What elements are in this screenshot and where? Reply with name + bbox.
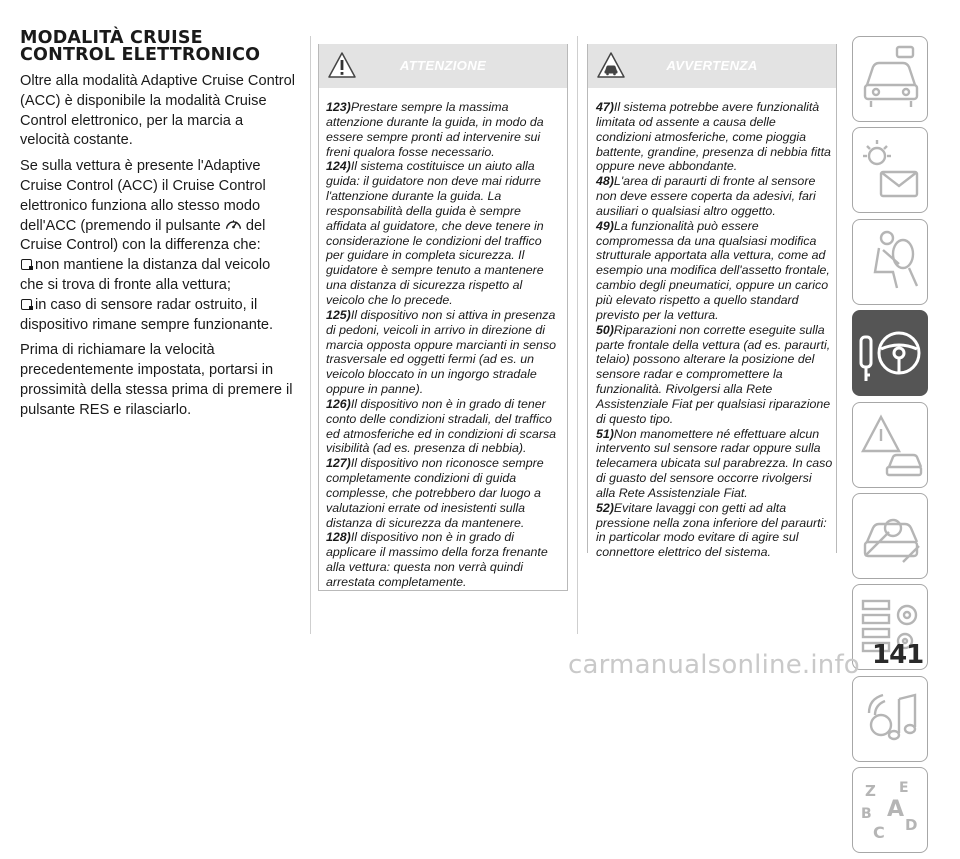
column-divider xyxy=(310,36,311,634)
note-text: Il dispositivo non si attiva in presenza di pedoni, veicoli in arrivo in direzione di marcia opposta oppure marcianti in senso trasversale ed oggetti fermi (ad es. un veicolo bloccato in un ingorgo stradale oppure in panne). xyxy=(326,308,556,396)
attenzione-box xyxy=(318,44,568,591)
note-number: 47) xyxy=(596,100,614,114)
index-letter: Z xyxy=(865,782,876,800)
index-letter: A xyxy=(887,797,904,822)
avvertenza-header xyxy=(588,44,836,88)
section-title-line1: MODALITÀ CRUISE xyxy=(20,30,296,47)
note-item xyxy=(326,308,562,397)
note-text: Prestare sempre la massima attenzione durante la guida, in modo da essere sempre pronti ad intervenire sui freni qualora fosse necessario. xyxy=(326,100,544,159)
watermark: carmanualsonline.info xyxy=(568,650,860,680)
note-text: Il dispositivo non è in grado di applicare il massimo della forza frenante alla vettura: questa non verrà quindi arrestata completamente. xyxy=(326,530,548,589)
note-text: La funzionalità può essere compromessa da una qualsiasi modifica strutturale apportata alla vettura, come ad esempio una modifica dell'assetto frontale, cambio degli pneumatici, oppure un carico più elevato rispetto a quello standard previsto per la vettura. xyxy=(596,219,830,322)
note-text: Evitare lavaggi con getti ad alta pressione nella zona inferiore del paraurti: in particolar modo evitare di agire sul connettore elettrico del sistema. xyxy=(596,501,827,560)
note-number: 125) xyxy=(326,308,351,322)
index-letter: E xyxy=(899,780,909,796)
note-item xyxy=(596,100,833,174)
section-title xyxy=(20,30,296,64)
note-text: L'area di paraurti di fronte al sensore non deve essere coperta da adesivi, fari ausiliari o qualsiasi altro oggetto. xyxy=(596,174,816,218)
paragraph-res: Prima di richiamare la velocità precedentemente impostata, portarsi in prossimità della stessa prima di premere il pulsante RES e rilasciarlo. xyxy=(20,341,296,420)
note-item xyxy=(326,397,562,456)
paragraph-acc-text-b: del Cruise Control) con la differenza che: xyxy=(20,218,265,254)
warning-triangle-car-icon xyxy=(859,411,923,479)
note-item xyxy=(596,323,833,427)
tab-safety[interactable] xyxy=(852,219,928,305)
bullet-item-2 xyxy=(20,296,296,336)
alphabet-index-icon xyxy=(859,776,923,844)
paragraph-acc xyxy=(20,157,296,256)
paragraph-acc-text-a: Se sulla vettura è presente l'Adaptive Cruise Control (ACC) il Cruise Control elettronico funziona allo stesso modo dell'ACC (premendo il pulsante xyxy=(20,158,266,233)
note-item xyxy=(326,530,562,589)
note-number: 50) xyxy=(596,323,614,337)
tab-emergency[interactable] xyxy=(852,402,928,488)
index-letter: C xyxy=(873,823,885,842)
paragraph-intro: Oltre alla modalità Adaptive Cruise Control (ACC) è disponibile la modalità Cruise Control elettronico, per la marcia a velocità costante. xyxy=(20,72,296,151)
bullet-text-1: non mantiene la distanza dal veicolo che si trova di fronte alla vettura; xyxy=(20,257,270,293)
index-letter: D xyxy=(905,816,917,834)
note-item xyxy=(596,174,833,219)
note-number: 49) xyxy=(596,219,614,233)
index-letter: B xyxy=(861,806,872,822)
note-number: 48) xyxy=(596,174,614,188)
tools-car-icon xyxy=(859,502,923,570)
note-item xyxy=(326,456,562,530)
section-title-line2: CONTROL ELETTRONICO xyxy=(20,47,296,64)
note-item xyxy=(596,219,833,323)
car-dashboard-icon xyxy=(859,45,923,113)
bullet-item-1 xyxy=(20,256,296,296)
note-text: Il dispositivo non riconosce sempre completamente condizioni di guida complesse, che potrebbero dar luogo a valutazioni errate od inesistenti sulla distanza di sicurezza da mantenere. xyxy=(326,456,544,529)
attenzione-notes xyxy=(319,88,567,590)
avvertenza-box xyxy=(587,44,837,553)
bullet-icon xyxy=(20,258,33,270)
tab-index[interactable] xyxy=(852,767,928,853)
note-number: 128) xyxy=(326,530,351,544)
column-divider xyxy=(577,36,578,634)
tab-dashboard[interactable] xyxy=(852,36,928,122)
avvertenza-notes xyxy=(588,88,836,560)
seat-airbag-icon xyxy=(859,228,923,296)
note-number: 52) xyxy=(596,501,614,515)
page-number: 141 xyxy=(872,640,923,670)
attenzione-header xyxy=(319,44,567,88)
note-text: Il sistema costituisce un aiuto alla guida: il guidatore non deve mai ridurre l'attenzione durante la guida. La responsabilità della guida è sempre affidata al guidatore, che deve tenere in considerazione le condizioni del traffico per guidare in completa sicurezza. Il guidatore è sempre tenuto a mantenere una distanza di sicurezza rispetto al veicolo che lo precede. xyxy=(326,159,544,307)
note-item xyxy=(596,501,833,560)
note-text: Non manomettere né effettuare alcun intervento sul sensore radar oppure sulla telecamera ubicata sul parabrezza. In caso di guasto del sensore occorre rivolgersi alla Rete Assistenziale Fiat. xyxy=(596,427,832,500)
note-text: Il sistema potrebbe avere funzionalità limitata od assente a causa delle condizioni atmosferiche, come pioggia battente, grandine, presenza di nebbia fitta oppure neve abbondante. xyxy=(596,100,831,173)
key-steering-wheel-icon xyxy=(859,319,923,387)
note-number: 124) xyxy=(326,159,351,173)
note-item xyxy=(326,100,562,159)
note-item xyxy=(326,159,562,307)
avvertenza-title: AVVERTENZA xyxy=(588,58,836,73)
tab-starting-driving[interactable] xyxy=(852,310,928,396)
main-text-column xyxy=(20,30,296,427)
note-text: Riparazioni non corrette eseguite sulla parte frontale della vettura (ad es. paraurti, telaio) possono alterare la posizione del sensore radar e compromettere la funzionalità. Rivolgersi alla Rete Assistenziale Fiat per qualsiasi riparazione di questo tipo. xyxy=(596,323,830,426)
note-text: Il dispositivo non è in grado di tener conto delle condizioni stradali, del traffico ed atmosferiche ed in condizioni di scarsa visibilità (ad es. presenza di nebbia). xyxy=(326,397,556,456)
note-number: 127) xyxy=(326,456,351,470)
note-number: 123) xyxy=(326,100,351,114)
tab-maintenance[interactable] xyxy=(852,493,928,579)
lights-mail-icon xyxy=(859,136,923,204)
note-number: 126) xyxy=(326,397,351,411)
note-item xyxy=(596,427,833,501)
bullet-text-2: in caso di sensore radar ostruito, il dispositivo rimane sempre funzionante. xyxy=(20,297,273,333)
tab-lights[interactable] xyxy=(852,127,928,213)
music-phone-icon xyxy=(859,685,923,753)
tab-multimedia[interactable] xyxy=(852,676,928,762)
attenzione-title: ATTENZIONE xyxy=(319,58,567,73)
chapter-tabs xyxy=(852,36,960,859)
note-number: 51) xyxy=(596,427,614,441)
speedometer-icon xyxy=(225,217,242,232)
bullet-icon xyxy=(20,298,33,310)
